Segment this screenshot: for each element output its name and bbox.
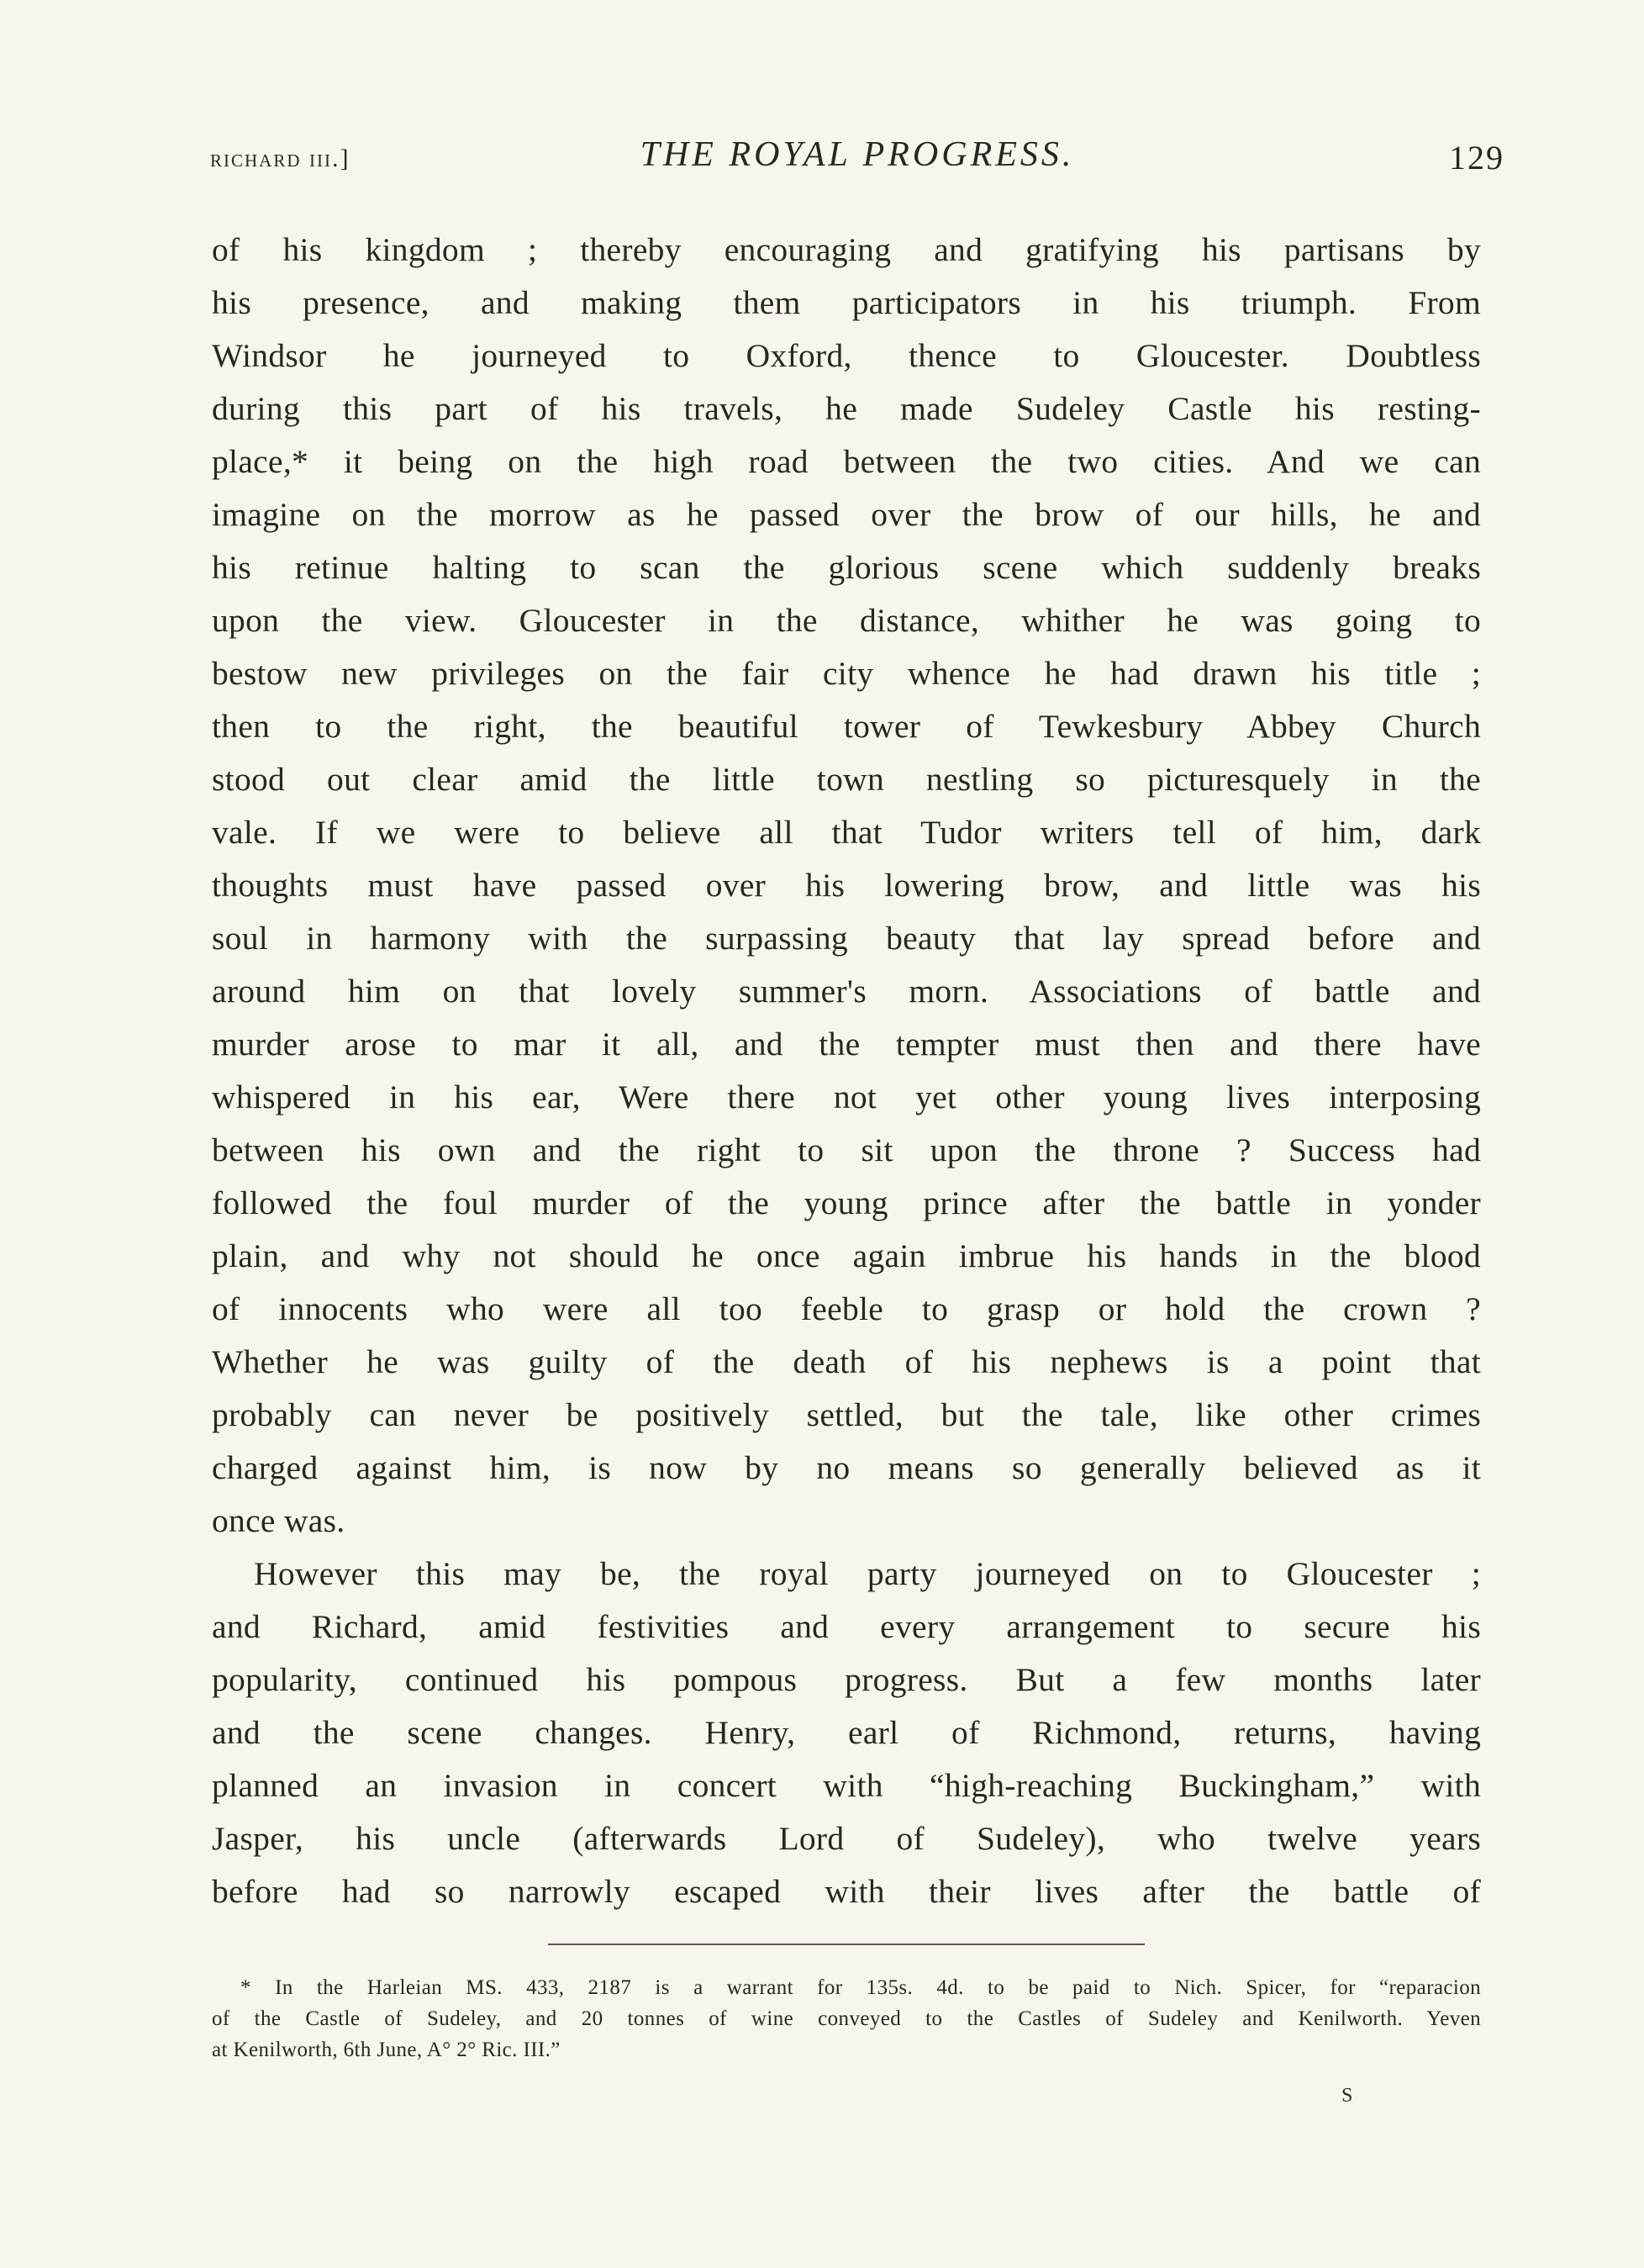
body-line: probably can never be positively settled, but the tale, like other crimes <box>212 1396 1481 1433</box>
body-line: plain, and why not should he once again imbrue his hands in the blood <box>212 1237 1481 1274</box>
footnote-line: of the Castle of Sudeley, and 20 tonnes of wine conveyed to the Castles of Sudeley and Kenilworth. Yeven <box>212 2007 1481 2030</box>
body-line: his presence, and making them participators in his triumph. From <box>212 284 1481 321</box>
footnote-line: * In the Harleian MS. 433, 2187 is a warrant for 135s. 4d. to be paid to Nich. Spicer, for “reparacion <box>240 1976 1481 1999</box>
body-line: Whether he was guilty of the death of his nephews is a point that <box>212 1343 1481 1380</box>
body-line: before had so narrowly escaped with their lives after the battle of <box>212 1873 1481 1910</box>
body-line: However this may be, the royal party journeyed on to Gloucester ; <box>254 1555 1481 1592</box>
body-line: of his kingdom ; thereby encouraging and gratifying his partisans by <box>212 231 1481 268</box>
running-head-title: THE ROYAL PROGRESS. <box>640 135 1075 174</box>
body-line: during this part of his travels, he made Sudeley Castle his resting- <box>212 390 1481 427</box>
body-line: around him on that lovely summer's morn. Associations of battle and <box>212 973 1481 1010</box>
body-text <box>212 224 1481 1918</box>
body-line: Jasper, his uncle (afterwards Lord of Sudeley), who twelve years <box>212 1820 1481 1857</box>
body-line: his retinue halting to scan the glorious scene which suddenly breaks <box>212 549 1481 586</box>
body-line: murder arose to mar it all, and the tempter must then and there have <box>212 1026 1481 1063</box>
body-line: place,* it being on the high road between the two cities. And we can <box>212 443 1481 480</box>
footnote-line: at Kenilworth, 6th June, A° 2° Ric. III.” <box>212 2039 561 2061</box>
body-line: upon the view. Gloucester in the distance, whither he was going to <box>212 602 1481 639</box>
running-head <box>210 134 1504 185</box>
body-line: of innocents who were all too feeble to grasp or hold the crown ? <box>212 1290 1481 1327</box>
body-line: charged against him, is now by no means so generally believed as it <box>212 1449 1481 1486</box>
body-line: whispered in his ear, Were there not yet other young lives interposing <box>212 1079 1481 1116</box>
running-head-left: richard iii.] <box>210 145 350 172</box>
body-line: between his own and the right to sit upon the throne ? Success had <box>212 1131 1481 1168</box>
footnote-rule <box>548 1944 1145 1945</box>
body-line: vale. If we were to believe all that Tudor writers tell of him, dark <box>212 814 1481 851</box>
body-line: then to the right, the beautiful tower of Tewkesbury Abbey Church <box>212 708 1481 745</box>
body-line: Windsor he journeyed to Oxford, thence to Gloucester. Doubtless <box>212 337 1481 374</box>
body-line: bestow new privileges on the fair city whence he had drawn his title ; <box>212 655 1481 692</box>
footnote <box>212 1972 1481 2065</box>
body-line: thoughts must have passed over his lowering brow, and little was his <box>212 867 1481 904</box>
body-line: stood out clear amid the little town nestling so picturesquely in the <box>212 761 1481 798</box>
body-line: soul in harmony with the surpassing beauty that lay spread before and <box>212 920 1481 957</box>
body-line: and Richard, amid festivities and every arrangement to secure his <box>212 1608 1481 1645</box>
body-line: popularity, continued his pompous progress. But a few months later <box>212 1661 1481 1698</box>
body-line: followed the foul murder of the young prince after the battle in yonder <box>212 1184 1481 1221</box>
signature-mark: S <box>1341 2085 1354 2107</box>
body-line: once was. <box>212 1502 345 1539</box>
body-line: and the scene changes. Henry, earl of Richmond, returns, having <box>212 1714 1481 1751</box>
page-number: 129 <box>1449 139 1504 177</box>
body-line: planned an invasion in concert with “high-reaching Buckingham,” with <box>212 1767 1481 1804</box>
body-line: imagine on the morrow as he passed over the brow of our hills, he and <box>212 496 1481 533</box>
